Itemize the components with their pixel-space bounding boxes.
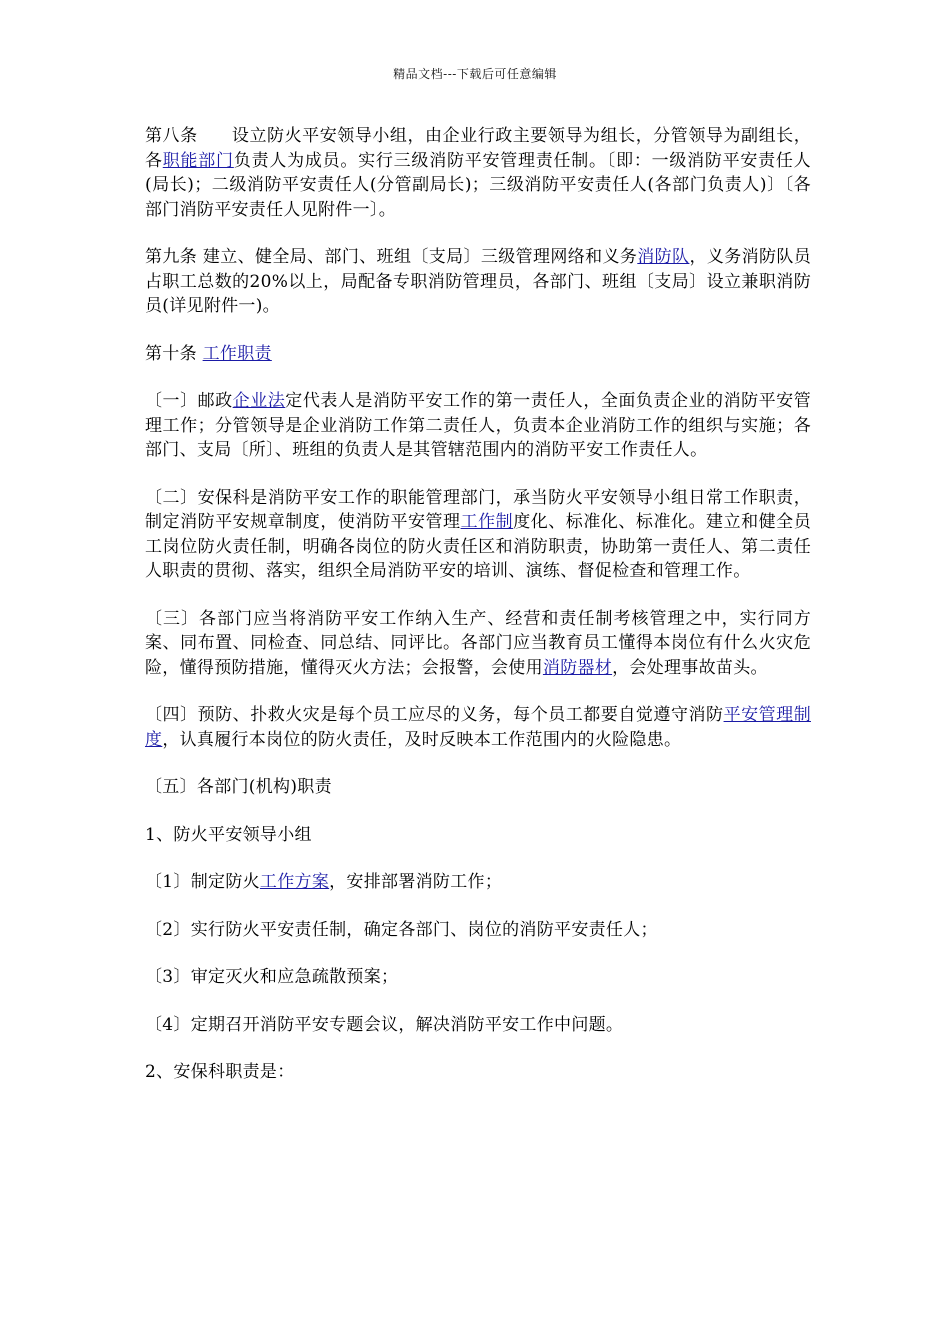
section-3-text-2: ，会处理事故苗头。 — [612, 657, 768, 678]
item-1 — [145, 870, 811, 895]
link-functional-department[interactable]: 职能部门 — [162, 150, 234, 171]
article-9-text-2: ，义务消防队员占职工总数的20%以上，局配备专职消防管理员，各部门、班组〔支局〕设立兼职消防员(详见附件一)。 — [145, 247, 811, 316]
item-3-text: 〔3〕审定灭火和应急疏散预案； — [145, 967, 399, 987]
link-enterprise-law[interactable]: 企业法 — [232, 391, 286, 411]
item-1-text-1: 〔1〕制定防火 — [145, 872, 260, 892]
article-9-text-1: 第九条 建立、健全局、部门、班组〔支局〕三级管理网络和义务 — [145, 247, 638, 267]
item-1-text-2: ，安排部署消防工作； — [329, 872, 503, 892]
section-2 — [145, 486, 811, 584]
page-header: 精品文档---下载后可任意编辑 — [393, 67, 557, 81]
link-work-plan[interactable]: 工作方案 — [259, 872, 330, 892]
section-1-text-2: 定代表人是消防平安工作的第一责任人，全面负责企业的消防平安管理工作；分管领导是企业消防工作第二责任人，负责本企业消防工作的组织与实施；各部门、支局〔所〕、班组的负责人是其管辖范围内的消防平安工作责任人。 — [145, 391, 812, 460]
item-2 — [145, 918, 811, 943]
section-3 — [145, 607, 811, 681]
item-4 — [145, 1013, 811, 1038]
item-4-text: 〔4〕定期召开消防平安专题会议，解决消防平安工作中问题。 — [145, 1014, 624, 1035]
article-8-text-2: 负责人为成员。实行三级消防平安管理责任制。〔即：一级消防平安责任人(局长)；二级消防平安责任人(分管副局长)；三级消防平安责任人(各部门负责人)〕〔各部门消防平安责任人见附件一〕。 — [145, 150, 811, 220]
link-work-system[interactable]: 工作制 — [460, 512, 514, 532]
section-2-text-2: 度化、标准化、标准化。建立和健全员工岗位防火责任制，明确各岗位的防火责任区和消防职责，协助第一责任人、第二责任人职责的贯彻、落实，组织全局消防平安的培训、演练、督促检查和管理工作。 — [145, 512, 811, 581]
article-8-text-1: 设立防火平安领导小组，由企业行政主要领导为组长，分管领导为副组长，各 — [145, 126, 811, 171]
article-10 — [145, 342, 811, 367]
article-9 — [145, 245, 811, 319]
section-5 — [145, 775, 811, 800]
section-4-text-2: ，认真履行本岗位的防火责任，及时反映本工作范围内的火险隐患。 — [162, 729, 682, 750]
item-2-text: 〔2〕实行防火平安责任制，确定各部门、岗位的消防平安责任人； — [145, 919, 658, 940]
heading-leading-group-text: 1、防火平安领导小组 — [145, 824, 312, 845]
section-4 — [145, 703, 811, 752]
article-8 — [145, 124, 811, 222]
section-5-text: 〔五〕各部门(机构)职责 — [145, 777, 332, 797]
document-body — [145, 124, 811, 1108]
link-fire-brigade[interactable]: 消防队 — [637, 247, 690, 267]
section-1 — [145, 389, 811, 463]
section-2-text-1: 〔二〕安保科是消防平安工作的职能管理部门，承当防火平安领导小组日常工作职责，制定消防平安规章制度，使消防平安管理 — [145, 487, 811, 532]
link-work-duties[interactable]: 工作职责 — [202, 343, 272, 364]
item-3 — [145, 965, 811, 990]
article-10-text: 第十条 — [145, 343, 203, 364]
heading-security-section-text: 2、安保科职责是： — [145, 1062, 295, 1082]
section-1-text-1: 〔一〕邮政 — [145, 391, 233, 411]
link-fire-equipment[interactable]: 消防器材 — [542, 657, 613, 678]
heading-security-section — [145, 1060, 811, 1085]
section-3-text-1: 〔三〕各部门应当将消防平安工作纳入生产、经营和责任制考核管理之中，实行同方案、同布置、同检查、同总结、同评比。各部门应当教育员工懂得本岗位有什么火灾危险，懂得预防措施，懂得灭火方法；会报警，会使用 — [145, 608, 811, 678]
heading-leading-group — [145, 823, 811, 848]
article-8-label: 第八条 — [145, 126, 198, 146]
section-4-text-1: 〔四〕预防、扑救火灾是每个员工应尽的义务，每个员工都要自觉遵守消防 — [145, 705, 724, 725]
link-safety-management-system[interactable]: 平安管理制度 — [145, 705, 811, 750]
